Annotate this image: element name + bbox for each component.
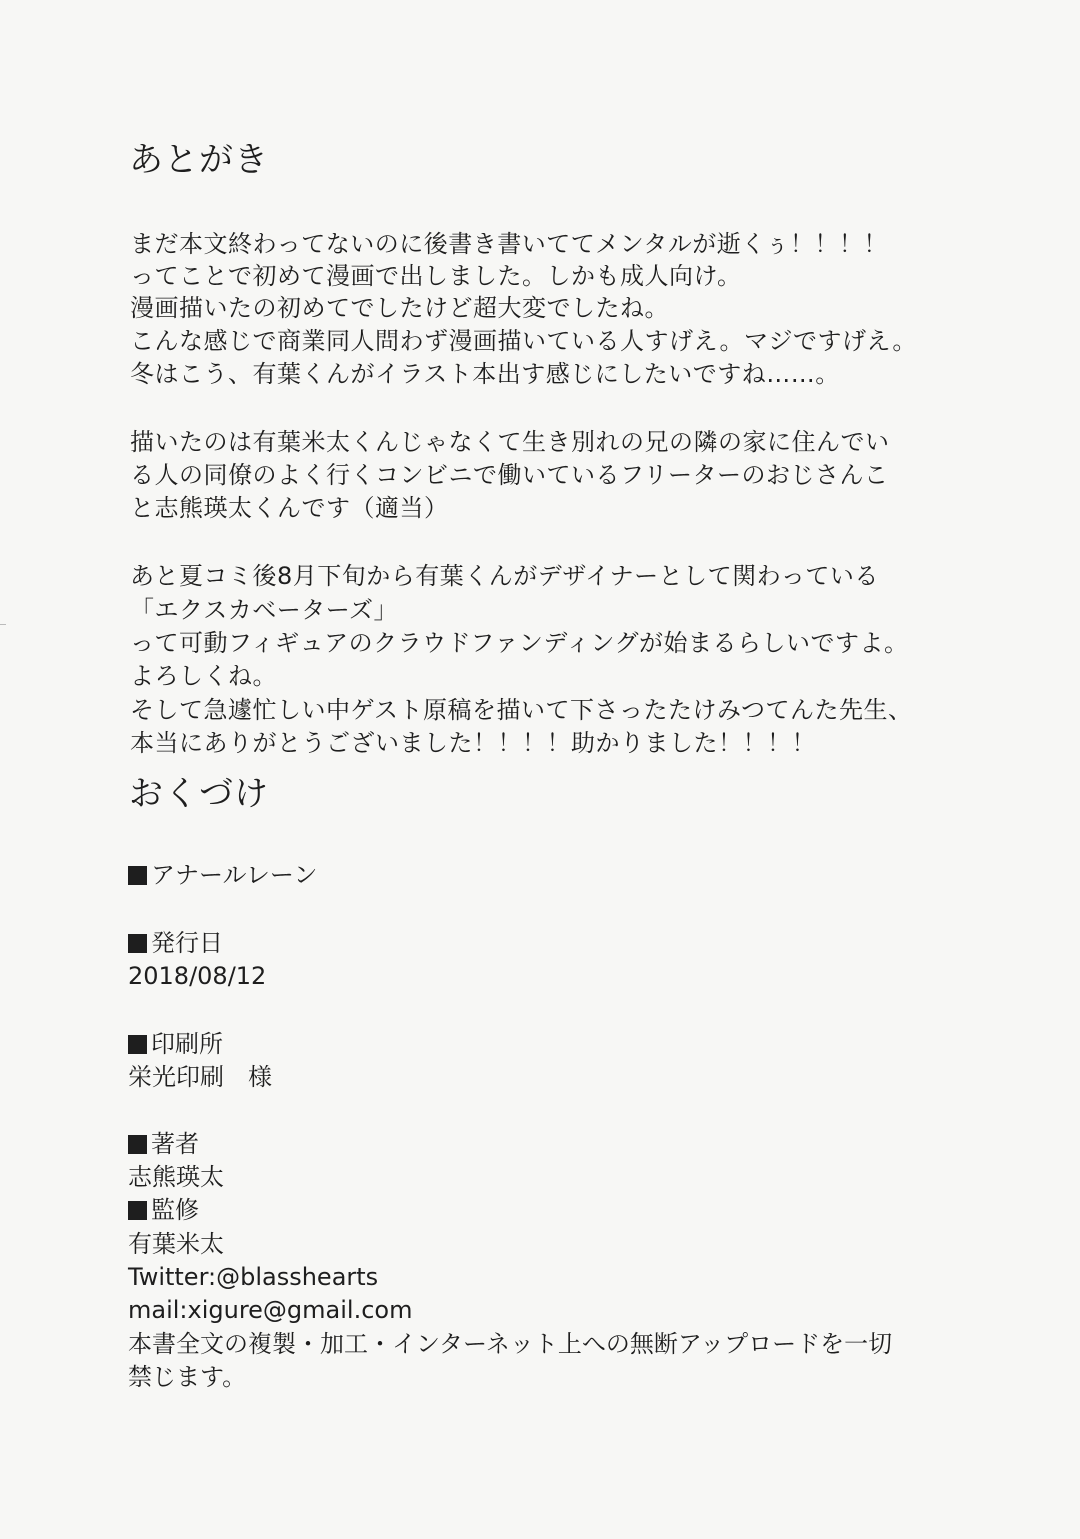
afterword-line: と志熊瑛太くんです（適当）: [130, 494, 449, 522]
afterword-line: 本当にありがとうございました！！！！助かりました！！！！: [130, 729, 816, 757]
copyright-notice: 禁じます。: [128, 1363, 247, 1391]
afterword-line: って可動フィギュアのクラウドファンディングが始まるらしいですよ。: [130, 629, 909, 657]
afterword-line: そして急遽忙しい中ゲスト原稿を描いて下さったたけみつてんた先生、: [130, 696, 913, 724]
supervisor: 有葉米太: [128, 1230, 224, 1258]
square-bullet-icon: [128, 1035, 147, 1054]
author-label: [128, 1129, 199, 1159]
square-bullet-icon: [128, 866, 147, 885]
issue-date: 2018/08/12: [128, 962, 267, 990]
printer: 栄光印刷 様: [128, 1063, 272, 1091]
supervisor-label-text: 監修: [151, 1196, 199, 1224]
afterword-line: あと夏コミ後8月下旬から有葉くんがデザイナーとして関わっている: [130, 562, 879, 590]
book-title-text: アナールレーン: [151, 861, 318, 889]
afterword-line: る人の同僚のよく行くコンビニで働いているフリーターのおじさんこ: [130, 461, 889, 489]
edge-mark: [0, 624, 6, 625]
mail-address: mail:xigure@gmail.com: [128, 1296, 413, 1324]
afterword-line: 「エクスカベーターズ」: [130, 596, 399, 624]
printer-label-text: 印刷所: [151, 1030, 223, 1058]
afterword-line: 漫画描いたの初めてでしたけど超大変でしたね。: [130, 294, 669, 322]
afterword-line: 冬はこう、有葉くんがイラスト本出す感じにしたいですね……。: [130, 360, 840, 388]
copyright-notice: 本書全文の複製・加工・インターネット上への無断アップロードを一切: [128, 1330, 893, 1358]
afterword-line: まだ本文終わってないのに後書き書いててメンタルが逝くぅ！！！！: [130, 230, 888, 258]
afterword-title: あとがき: [129, 140, 269, 180]
author-label-text: 著者: [151, 1130, 199, 1158]
author: 志熊瑛太: [128, 1163, 224, 1191]
afterword-line: こんな感じで商業同人問わず漫画描いている人すげえ。マジですげえ。: [130, 327, 917, 355]
afterword-line: 描いたのは有葉米太くんじゃなくて生き別れの兄の隣の家に住んでい: [130, 428, 890, 456]
printer-label: [128, 1029, 223, 1059]
colophon-title: おくづけ: [129, 774, 269, 814]
issue-date-label: [128, 928, 223, 958]
square-bullet-icon: [128, 934, 147, 953]
square-bullet-icon: [128, 1135, 147, 1154]
book-title: [128, 860, 317, 890]
twitter-handle: Twitter:@blasshearts: [128, 1263, 379, 1291]
square-bullet-icon: [128, 1201, 147, 1220]
supervisor-label: [128, 1195, 199, 1225]
afterword-line: よろしくね。: [130, 662, 277, 690]
issue-date-label-text: 発行日: [151, 929, 223, 957]
afterword-line: ってことで初めて漫画で出しました。しかも成人向け。: [130, 262, 742, 290]
